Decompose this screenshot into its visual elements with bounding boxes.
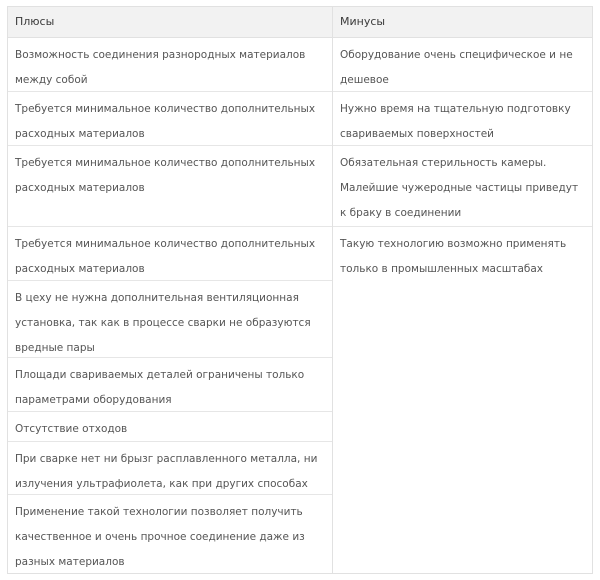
pros-cell: Отсутствие отходов <box>8 412 332 442</box>
pros-cell: Применение такой технологии позволяет получить качественное и очень прочное соединение даже из разных материалов <box>15 506 305 568</box>
header-cons: Минусы <box>332 7 592 37</box>
pros-cell: При сварке нет ни брызг расплавленного металла, ни излучения ультрафиолета, как при других способах <box>8 442 332 495</box>
cons-cell: Такую технологию возможно применять только в промышленных масштабах <box>340 238 567 275</box>
header-pros: Плюсы <box>15 15 55 28</box>
cons-cell: Оборудование очень специфическое и не дешевое <box>333 38 592 92</box>
pros-cell: Площади свариваемых деталей ограничены только параметрами оборудования <box>8 358 332 412</box>
pros-cell: Требуется минимальное количество дополнительных расходных материалов <box>8 227 332 281</box>
cons-cell: Обязательная стерильность камеры. Малейшие чужеродные частицы приведут к браку в соединении <box>333 146 592 227</box>
pros-cell: Требуется минимальное количество дополнительных расходных материалов <box>8 92 332 146</box>
cons-cell: Нужно время на тщательную подготовку свариваемых поверхностей <box>333 92 592 146</box>
pros-cell: В цеху не нужна дополнительная вентиляционная установка, так как в процессе сварки не образуются вредные пары <box>8 281 332 358</box>
pros-cons-table <box>7 6 593 574</box>
table-header <box>8 7 592 38</box>
pros-cell: Возможность соединения разнородных материалов между собой <box>8 38 332 92</box>
pros-cell: Требуется минимальное количество дополнительных расходных материалов <box>8 146 332 227</box>
